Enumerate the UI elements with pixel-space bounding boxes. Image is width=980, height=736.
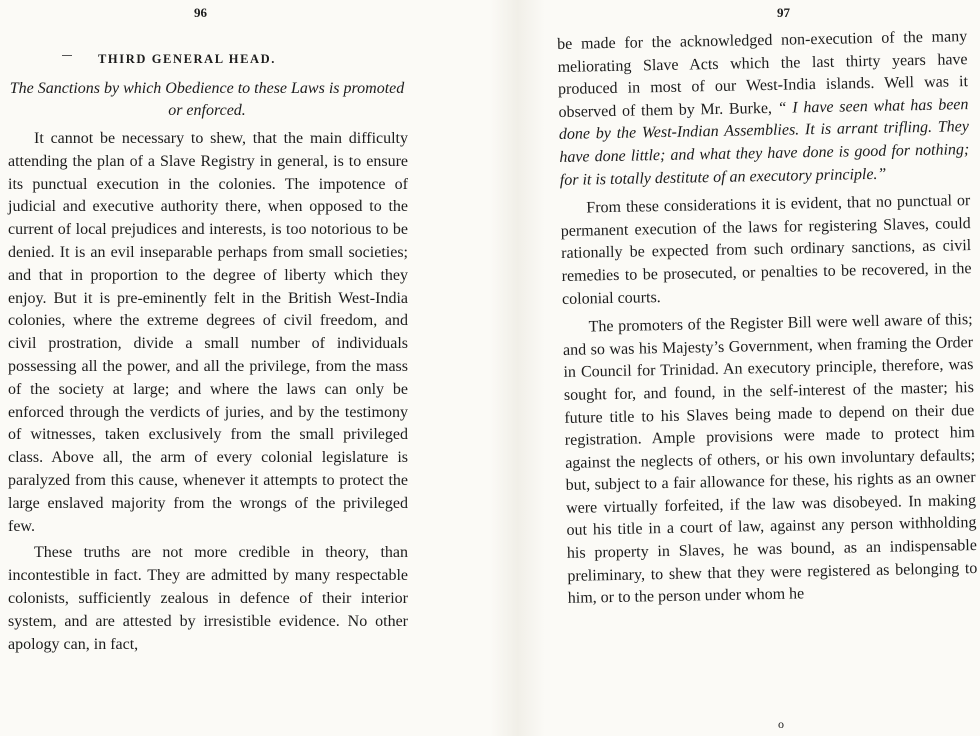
right-paragraph-1 [557, 26, 970, 192]
right-paragraph-2: From these considerations it is evident, that no punctual or permanent execution of the laws for registering Slaves, could rationally be expected from such ordinary sanctions, as civil remedies to be prosecuted, or penalties to be recovered, in the colonial courts. [560, 192, 972, 308]
left-paragraph-2: These truths are not more credible in theory, than incontestible in fact. They are admitted by many respectable colonists, sufficiently zealous in defence of their interior system, and are attested by irresistible evidence. No other apology can, in fact, [8, 544, 408, 653]
right-paragraph-1-text: be made for the acknowledged non-execution of the many meliorating Slave Acts which the last thirty years have produced in most of our West-India islands. Well was it observed of them by Mr. Burke, [557, 28, 969, 121]
right-page-number: 97 [777, 5, 790, 20]
left-page-body [8, 128, 408, 656]
section-subtitle: The Sanctions by which Obedience to these Laws is promoted or enforced. [9, 80, 405, 119]
book-gutter [490, 0, 545, 736]
burke-quote: “ I have seen what has been done by the West-Indian Assemblies. It is arrant trifling. They have done little; and what they have done is good for nothing; for it is totally destitute of an executory principle.” [558, 95, 970, 189]
left-paragraph-1: It cannot be necessary to shew, that the main difficulty attending the plan of a Slave Registry in general, is to ensure its punctual execution in the colonies. The impotence of judicial and executive authority there, when opposed to the current of local prejudices and interests, is too notorious to be denied. It is an evil inseparable perhaps from small societies; and that in proportion to the degree of liberty which they enjoy. But it is pre-eminently felt in the British West-India colonies, where the extreme degrees of civil freedom, and civil prostration, divide a small number of individuals possessing all the power, and all the privilege, from the mass of the society at large; and where the laws can only be enforced through the verdicts of juries, and by the testimony of witnesses, taken exclusively from the small privileged class. Above all, the arm of every colonial legislature is paralyzed from this cause, whenever it attempts to protect the large enslaved majority from the wrongs of the privileged few. [8, 130, 408, 535]
signature-mark: o [778, 717, 784, 731]
printer-mark [62, 55, 72, 56]
right-page-body [557, 26, 978, 611]
left-page-number: 96 [194, 5, 207, 20]
right-paragraph-3: The promoters of the Register Bill were well aware of this; and so was his Majesty’s Government, when framing the Order in Council for Trinidad. An executory principle, therefore, was sought for, and found, in the self-interest of the master; his future title to his Slaves being made to depend on their due registration. Ample provisions were made to protect him against the neglects of others, or his own involuntary defaults; but, subject to a fair allowance for these, his rights as an owner were virtually forfeited, if the law was disobeyed. In making out his title in a court of law, against any person withholding his property in Slaves, he was bound, as an indispensable preliminary, to shew that they were registered as belonging to him, or to the person under whom he [562, 311, 978, 608]
section-heading: THIRD GENERAL HEAD. [98, 52, 276, 66]
